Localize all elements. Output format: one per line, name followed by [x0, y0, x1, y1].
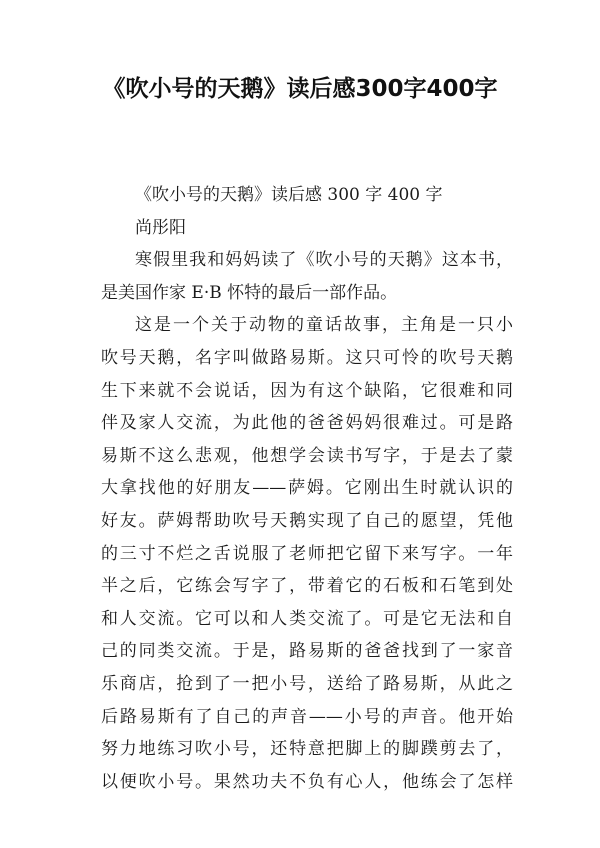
text-line: 易斯不这么悲观，他想学会读书写字，于是去了蒙	[101, 445, 513, 466]
text-line: 生下来就不会说话，因为有这个缺陷，它很难和同	[101, 380, 513, 401]
text-line: 和人交流。它可以和人类交流了。可是它无法和自	[101, 608, 513, 629]
text-line: 吹号天鹅，名字叫做路易斯。这只可怜的吹号天鹅	[101, 347, 513, 368]
text-line: 寒假里我和妈妈读了《吹小号的天鹅》这本书，	[135, 250, 513, 271]
text-line: 尚彤阳	[135, 217, 186, 238]
text-line: 好友。萨姆帮助吹号天鹅实现了自己的愿望，凭他	[101, 510, 513, 531]
text-line: 半之后，它练会写字了，带着它的石板和石笔到处	[101, 576, 513, 597]
text-line: 己的同类交流。于是，路易斯的爸爸找到了一家音	[101, 641, 513, 662]
text-line: 乐商店，抢到了一把小号，送给了路易斯，从此之	[101, 673, 513, 694]
text-line: 是美国作家 E·B 怀特的最后一部作品。	[101, 282, 398, 303]
document-body	[101, 179, 513, 798]
document-title: 《吹小号的天鹅》读后感300字400字	[102, 76, 498, 102]
text-line: 《吹小号的天鹅》读后感 300 字 400 字	[135, 185, 443, 205]
text-line: 以便吹小号。果然功夫不负有心人，他练会了怎样	[101, 771, 513, 792]
text-line: 后路易斯有了自己的声音——小号的声音。他开始	[101, 706, 513, 727]
text-line: 这是一个关于动物的童话故事，主角是一只小	[135, 315, 513, 336]
text-line: 大拿找他的好朋友——萨姆。它刚出生时就认识的	[101, 478, 513, 499]
text-line: 伴及家人交流，为此他的爸爸妈妈很难过。可是路	[101, 413, 513, 434]
text-line: 的三寸不烂之舌说服了老师把它留下来写字。一年	[101, 543, 513, 564]
text-line: 努力地练习吹小号，还特意把脚上的脚蹼剪去了，	[101, 739, 513, 760]
